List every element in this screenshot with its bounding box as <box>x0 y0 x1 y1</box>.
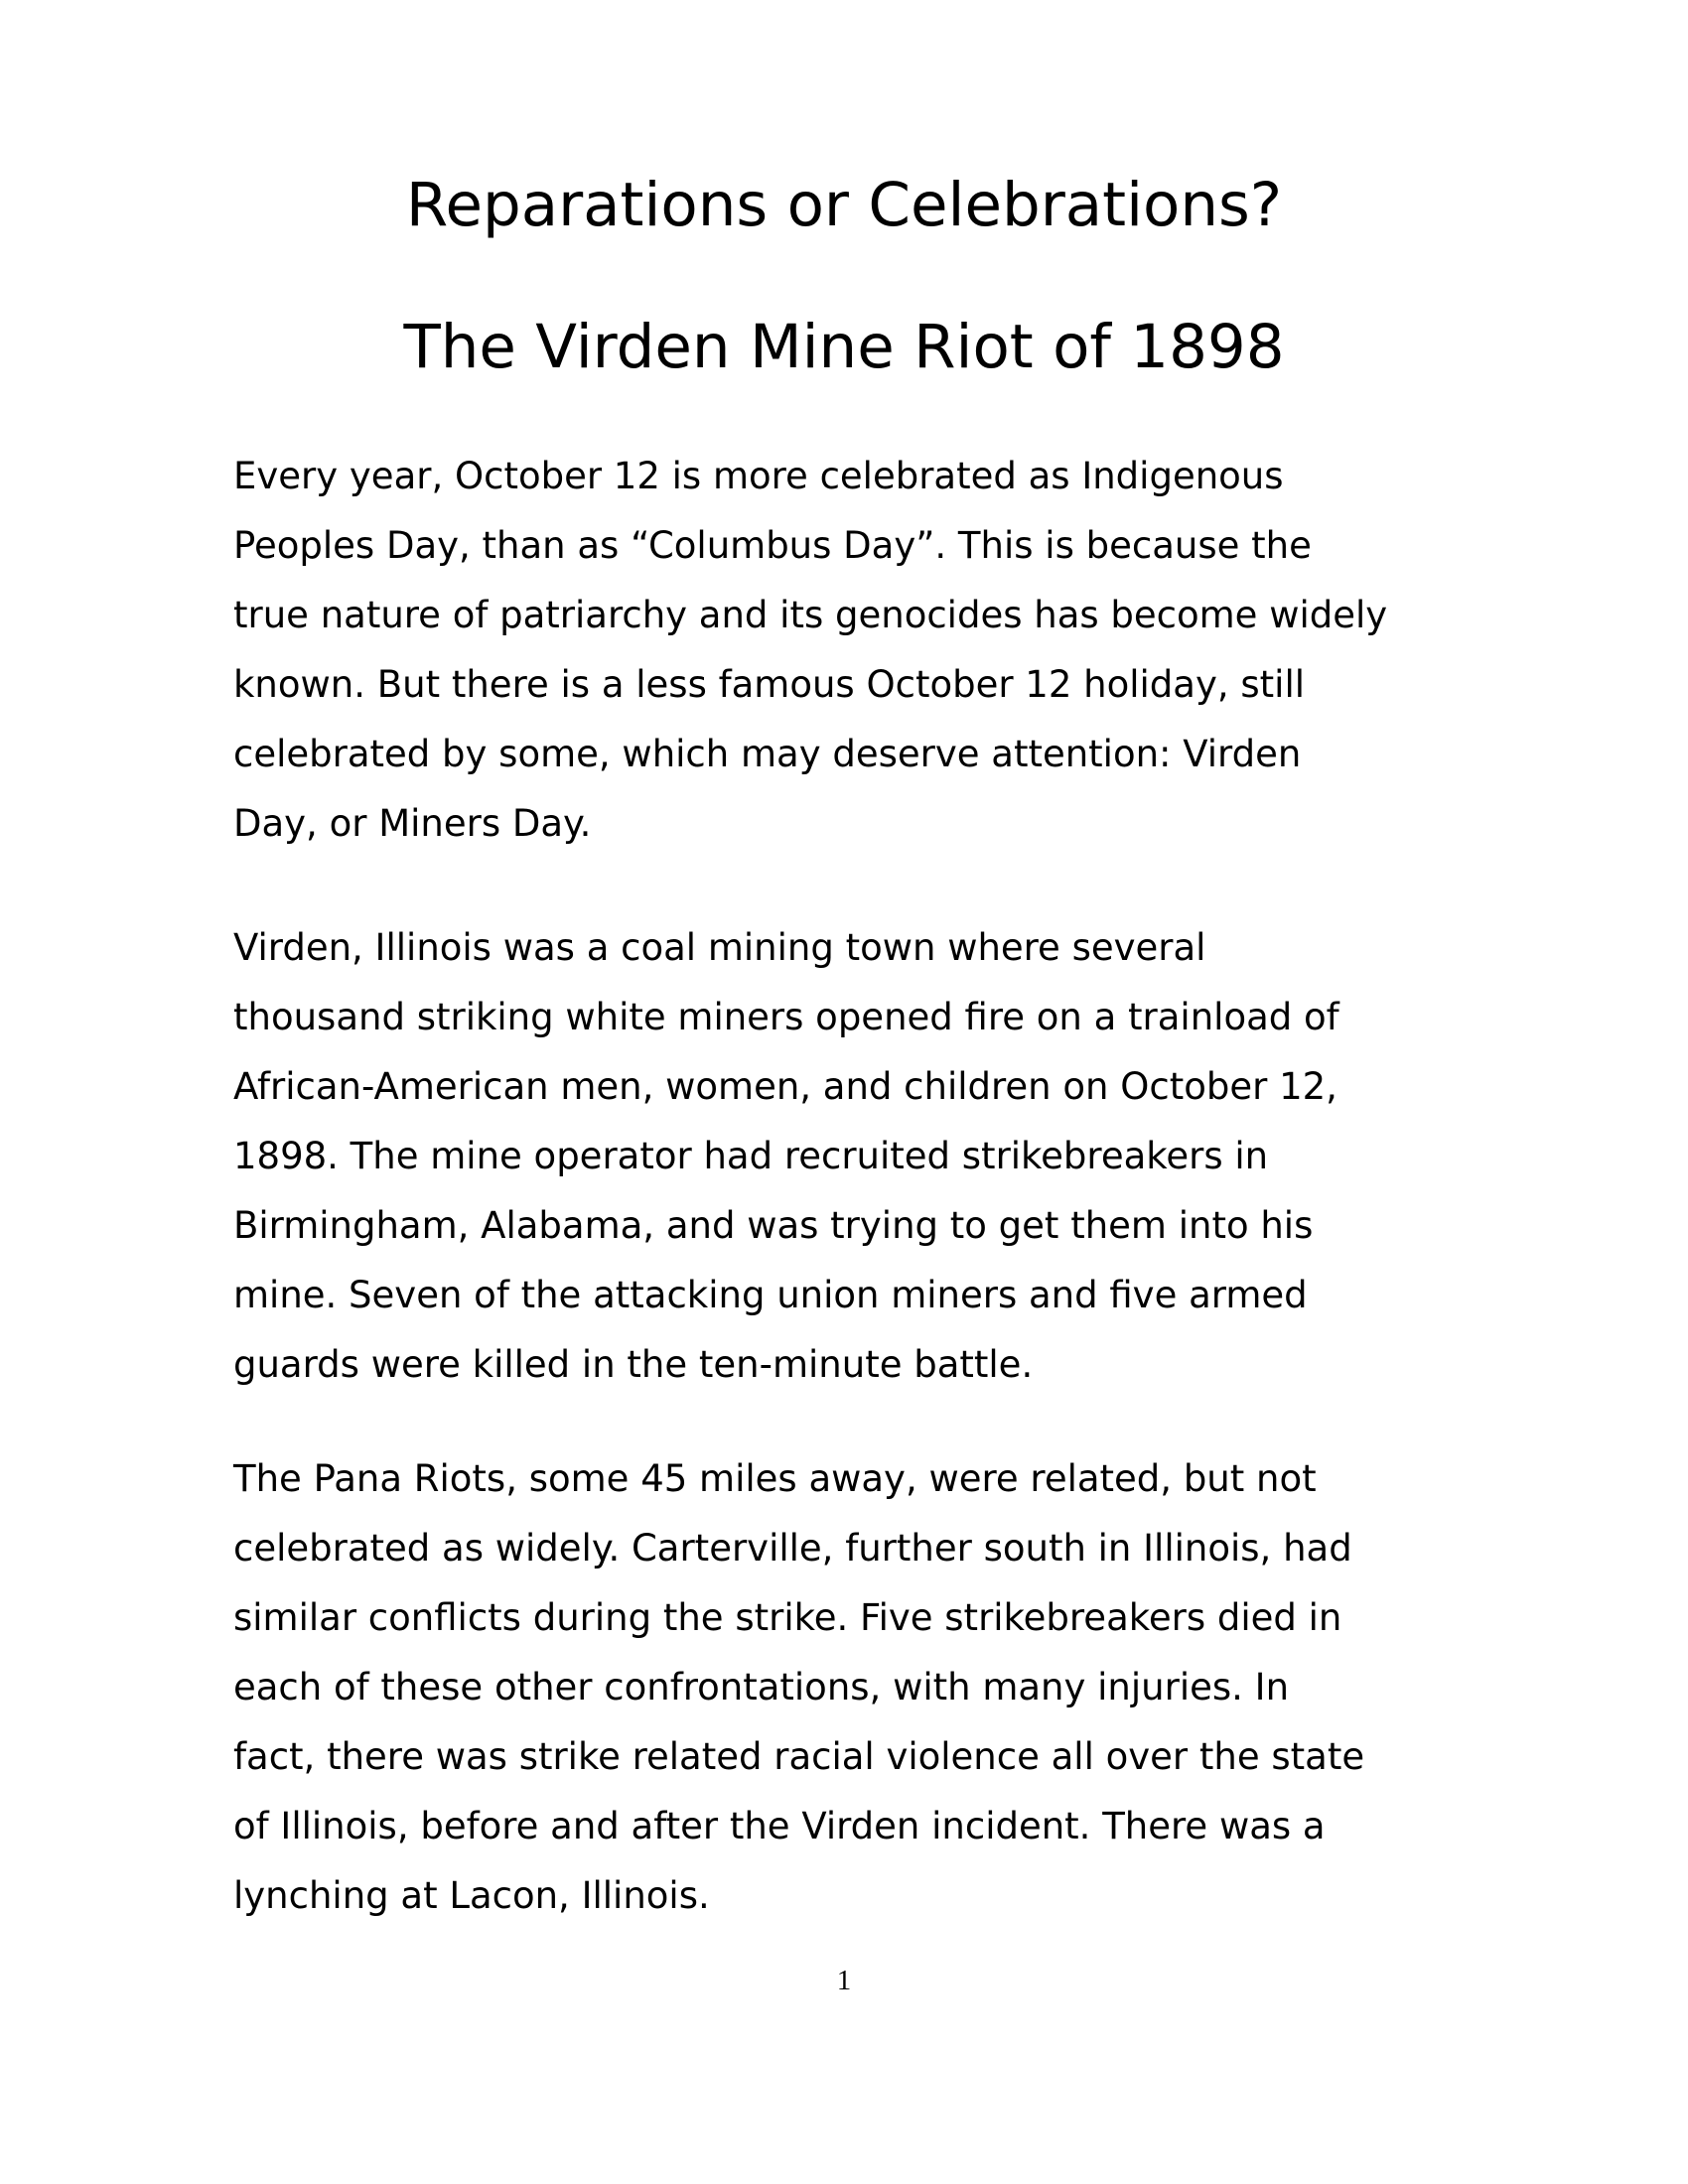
paragraph-line: thousand striking white miners opened fire on a trainload of <box>233 996 1339 1038</box>
paragraph-line: true nature of patriarchy and its genocides has become widely <box>233 594 1388 636</box>
paragraph <box>233 442 1387 859</box>
paragraph-line: African-American men, women, and children on October 12, <box>233 1065 1337 1108</box>
paragraph <box>233 1444 1364 1931</box>
paragraph-line: mine. Seven of the attacking union miners and five armed <box>233 1274 1308 1316</box>
paragraph-line: Birmingham, Alabama, and was trying to get them into his <box>233 1204 1314 1247</box>
paragraph-line: Day, or Miners Day. <box>233 802 592 845</box>
paragraph-line: similar conflicts during the strike. Five strikebreakers died in <box>233 1596 1342 1639</box>
paragraph-line: fact, there was strike related racial violence all over the state <box>233 1735 1365 1778</box>
paragraph <box>233 913 1339 1400</box>
paragraph-line: celebrated by some, which may deserve attention: Virden <box>233 733 1302 775</box>
paragraph-line: each of these other confrontations, with many injuries. In <box>233 1666 1290 1708</box>
paragraph-line: lynching at Lacon, Illinois. <box>233 1874 710 1917</box>
paragraph-line: Virden, Illinois was a coal mining town where several <box>233 926 1206 969</box>
paragraph-line: The Pana Riots, some 45 miles away, were related, but not <box>233 1457 1317 1500</box>
paragraph-line: 1898. The mine operator had recruited strikebreakers in <box>233 1135 1269 1177</box>
paragraph-line: Peoples Day, than as “Columbus Day”. This is because the <box>233 524 1312 567</box>
page-number: 1 <box>836 1965 852 1996</box>
document-title: Reparations or Celebrations? <box>405 170 1283 240</box>
paragraph-line: known. But there is a less famous October 12 holiday, still <box>233 663 1305 706</box>
paragraph-line: guards were killed in the ten-minute battle. <box>233 1343 1034 1386</box>
document-subtitle: The Virden Mine Riot of 1898 <box>403 312 1285 382</box>
paragraph-line: Every year, October 12 is more celebrated as Indigenous <box>233 455 1284 497</box>
paragraph-line: of Illinois, before and after the Virden incident. There was a <box>233 1805 1326 1847</box>
paragraph-line: celebrated as widely. Carterville, further south in Illinois, had <box>233 1527 1352 1570</box>
